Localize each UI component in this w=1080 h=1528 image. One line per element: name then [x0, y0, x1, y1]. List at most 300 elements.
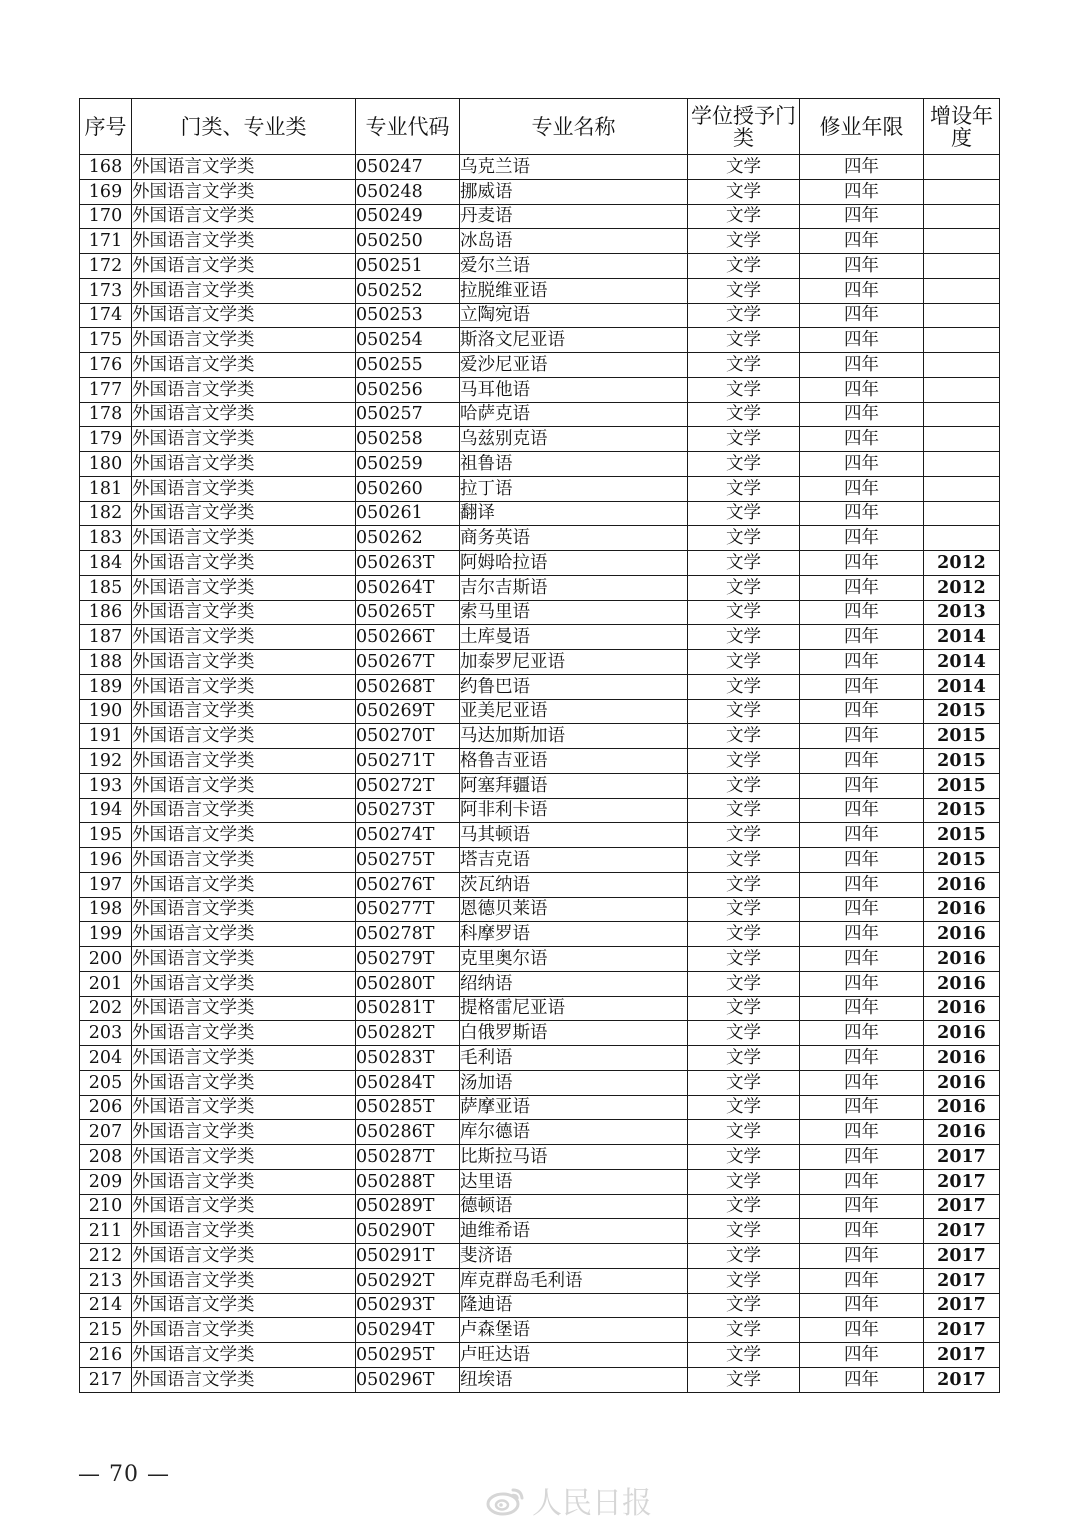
cell-degree: 文学	[688, 551, 800, 576]
cell-code: 050280T	[356, 971, 460, 996]
table-row	[80, 650, 1000, 675]
cell-name: 迪维希语	[460, 1219, 688, 1244]
table-row	[80, 353, 1000, 378]
cell-category: 外国语言文学类	[132, 328, 356, 353]
watermark-text: 人民日报	[532, 1486, 652, 1521]
cell-seq: 173	[80, 278, 132, 303]
cell-category: 外国语言文学类	[132, 1145, 356, 1170]
cell-duration: 四年	[800, 427, 924, 452]
cell-duration: 四年	[800, 650, 924, 675]
cell-name: 马达加斯加语	[460, 724, 688, 749]
cell-year-added	[924, 229, 1000, 254]
cell-code: 050257	[356, 402, 460, 427]
cell-degree: 文学	[688, 278, 800, 303]
cell-year-added: 2015	[924, 798, 1000, 823]
cell-degree: 文学	[688, 996, 800, 1021]
cell-degree: 文学	[688, 452, 800, 477]
cell-seq: 199	[80, 922, 132, 947]
cell-category: 外国语言文学类	[132, 1169, 356, 1194]
table-row	[80, 749, 1000, 774]
cell-year-added: 2017	[924, 1145, 1000, 1170]
cell-code: 050274T	[356, 823, 460, 848]
cell-duration: 四年	[800, 328, 924, 353]
cell-code: 050277T	[356, 897, 460, 922]
cell-seq: 212	[80, 1244, 132, 1269]
cell-seq: 169	[80, 179, 132, 204]
cell-seq: 193	[80, 773, 132, 798]
cell-code: 050269T	[356, 699, 460, 724]
table-row	[80, 1343, 1000, 1368]
cell-duration: 四年	[800, 377, 924, 402]
cell-category: 外国语言文学类	[132, 872, 356, 897]
table-row	[80, 823, 1000, 848]
cell-year-added: 2017	[924, 1219, 1000, 1244]
cell-seq: 180	[80, 452, 132, 477]
cell-code: 050266T	[356, 625, 460, 650]
cell-code: 050291T	[356, 1244, 460, 1269]
cell-code: 050254	[356, 328, 460, 353]
cell-duration: 四年	[800, 179, 924, 204]
cell-degree: 文学	[688, 848, 800, 873]
cell-category: 外国语言文学类	[132, 724, 356, 749]
cell-seq: 215	[80, 1318, 132, 1343]
cell-name: 德顿语	[460, 1194, 688, 1219]
cell-seq: 189	[80, 674, 132, 699]
cell-degree: 文学	[688, 204, 800, 229]
cell-category: 外国语言文学类	[132, 971, 356, 996]
cell-duration: 四年	[800, 699, 924, 724]
cell-code: 050248	[356, 179, 460, 204]
cell-code: 050255	[356, 353, 460, 378]
cell-duration: 四年	[800, 947, 924, 972]
table-row	[80, 551, 1000, 576]
cell-duration: 四年	[800, 575, 924, 600]
cell-degree: 文学	[688, 625, 800, 650]
cell-seq: 208	[80, 1145, 132, 1170]
weibo-icon	[486, 1484, 526, 1516]
table-row	[80, 625, 1000, 650]
cell-duration: 四年	[800, 773, 924, 798]
cell-seq: 205	[80, 1070, 132, 1095]
cell-name: 毛利语	[460, 1046, 688, 1071]
cell-duration: 四年	[800, 848, 924, 873]
cell-category: 外国语言文学类	[132, 699, 356, 724]
cell-duration: 四年	[800, 551, 924, 576]
table-row	[80, 724, 1000, 749]
cell-seq: 202	[80, 996, 132, 1021]
cell-seq: 178	[80, 402, 132, 427]
cell-degree: 文学	[688, 155, 800, 180]
cell-year-added: 2015	[924, 823, 1000, 848]
cell-seq: 196	[80, 848, 132, 873]
cell-duration: 四年	[800, 625, 924, 650]
cell-degree: 文学	[688, 1219, 800, 1244]
cell-category: 外国语言文学类	[132, 402, 356, 427]
cell-code: 050290T	[356, 1219, 460, 1244]
cell-year-added	[924, 501, 1000, 526]
cell-category: 外国语言文学类	[132, 996, 356, 1021]
cell-name: 索马里语	[460, 600, 688, 625]
cell-seq: 182	[80, 501, 132, 526]
cell-duration: 四年	[800, 1293, 924, 1318]
cell-degree: 文学	[688, 650, 800, 675]
cell-category: 外国语言文学类	[132, 1194, 356, 1219]
cell-code: 050279T	[356, 947, 460, 972]
cell-category: 外国语言文学类	[132, 452, 356, 477]
table-row	[80, 1219, 1000, 1244]
cell-degree: 文学	[688, 1318, 800, 1343]
cell-name: 茨瓦纳语	[460, 872, 688, 897]
cell-degree: 文学	[688, 1169, 800, 1194]
cell-degree: 文学	[688, 872, 800, 897]
cell-code: 050272T	[356, 773, 460, 798]
cell-duration: 四年	[800, 996, 924, 1021]
cell-category: 外国语言文学类	[132, 229, 356, 254]
cell-year-added	[924, 254, 1000, 279]
cell-year-added: 2015	[924, 848, 1000, 873]
cell-name: 纽埃语	[460, 1367, 688, 1392]
cell-name: 挪威语	[460, 179, 688, 204]
cell-year-added: 2015	[924, 724, 1000, 749]
cell-seq: 176	[80, 353, 132, 378]
cell-seq: 181	[80, 476, 132, 501]
table-row	[80, 1169, 1000, 1194]
cell-degree: 文学	[688, 1194, 800, 1219]
cell-year-added: 2014	[924, 650, 1000, 675]
table-row	[80, 1367, 1000, 1392]
cell-degree: 文学	[688, 427, 800, 452]
cell-code: 050263T	[356, 551, 460, 576]
cell-category: 外国语言文学类	[132, 254, 356, 279]
cell-name: 恩德贝莱语	[460, 897, 688, 922]
cell-year-added	[924, 476, 1000, 501]
cell-code: 050260	[356, 476, 460, 501]
cell-seq: 170	[80, 204, 132, 229]
cell-year-added: 2015	[924, 749, 1000, 774]
cell-seq: 204	[80, 1046, 132, 1071]
cell-degree: 文学	[688, 798, 800, 823]
page-number: — 70 —	[78, 1462, 170, 1487]
cell-category: 外国语言文学类	[132, 1046, 356, 1071]
cell-name: 加泰罗尼亚语	[460, 650, 688, 675]
cell-category: 外国语言文学类	[132, 501, 356, 526]
cell-duration: 四年	[800, 278, 924, 303]
cell-code: 050292T	[356, 1268, 460, 1293]
cell-year-added	[924, 353, 1000, 378]
cell-seq: 214	[80, 1293, 132, 1318]
cell-code: 050276T	[356, 872, 460, 897]
table-row	[80, 971, 1000, 996]
cell-seq: 186	[80, 600, 132, 625]
cell-category: 外国语言文学类	[132, 575, 356, 600]
cell-duration: 四年	[800, 476, 924, 501]
cell-seq: 203	[80, 1021, 132, 1046]
table-row	[80, 328, 1000, 353]
cell-name: 马耳他语	[460, 377, 688, 402]
cell-degree: 文学	[688, 1120, 800, 1145]
table-row	[80, 674, 1000, 699]
cell-year-added	[924, 427, 1000, 452]
cell-year-added	[924, 328, 1000, 353]
cell-seq: 190	[80, 699, 132, 724]
cell-duration: 四年	[800, 452, 924, 477]
cell-year-added	[924, 402, 1000, 427]
cell-seq: 210	[80, 1194, 132, 1219]
cell-seq: 216	[80, 1343, 132, 1368]
table-row	[80, 452, 1000, 477]
cell-category: 外国语言文学类	[132, 1244, 356, 1269]
cell-code: 050250	[356, 229, 460, 254]
cell-degree: 文学	[688, 229, 800, 254]
cell-category: 外国语言文学类	[132, 1343, 356, 1368]
cell-degree: 文学	[688, 724, 800, 749]
cell-seq: 211	[80, 1219, 132, 1244]
cell-code: 050270T	[356, 724, 460, 749]
cell-seq: 194	[80, 798, 132, 823]
cell-code: 050287T	[356, 1145, 460, 1170]
cell-name: 克里奥尔语	[460, 947, 688, 972]
cell-category: 外国语言文学类	[132, 204, 356, 229]
cell-name: 立陶宛语	[460, 303, 688, 328]
cell-duration: 四年	[800, 254, 924, 279]
cell-degree: 文学	[688, 1343, 800, 1368]
cell-year-added	[924, 526, 1000, 551]
table-header-row	[80, 99, 1000, 155]
cell-seq: 177	[80, 377, 132, 402]
cell-seq: 197	[80, 872, 132, 897]
cell-duration: 四年	[800, 1021, 924, 1046]
cell-name: 哈萨克语	[460, 402, 688, 427]
cell-degree: 文学	[688, 501, 800, 526]
table-row	[80, 229, 1000, 254]
cell-duration: 四年	[800, 353, 924, 378]
cell-duration: 四年	[800, 303, 924, 328]
cell-duration: 四年	[800, 674, 924, 699]
cell-year-added: 2017	[924, 1244, 1000, 1269]
cell-category: 外国语言文学类	[132, 897, 356, 922]
cell-category: 外国语言文学类	[132, 1095, 356, 1120]
cell-year-added: 2015	[924, 773, 1000, 798]
cell-seq: 187	[80, 625, 132, 650]
cell-seq: 183	[80, 526, 132, 551]
cell-year-added	[924, 452, 1000, 477]
cell-year-added: 2016	[924, 1021, 1000, 1046]
cell-seq: 185	[80, 575, 132, 600]
cell-degree: 文学	[688, 1145, 800, 1170]
cell-name: 白俄罗斯语	[460, 1021, 688, 1046]
cell-year-added: 2017	[924, 1268, 1000, 1293]
cell-category: 外国语言文学类	[132, 1293, 356, 1318]
cell-name: 汤加语	[460, 1070, 688, 1095]
cell-year-added: 2016	[924, 971, 1000, 996]
cell-code: 050271T	[356, 749, 460, 774]
cell-year-added: 2015	[924, 699, 1000, 724]
cell-degree: 文学	[688, 947, 800, 972]
table-row	[80, 600, 1000, 625]
table-row	[80, 773, 1000, 798]
cell-degree: 文学	[688, 179, 800, 204]
cell-code: 050265T	[356, 600, 460, 625]
cell-code: 050267T	[356, 650, 460, 675]
cell-category: 外国语言文学类	[132, 1268, 356, 1293]
cell-duration: 四年	[800, 1070, 924, 1095]
table-row	[80, 922, 1000, 947]
cell-code: 050283T	[356, 1046, 460, 1071]
cell-year-added: 2016	[924, 897, 1000, 922]
watermark	[486, 1482, 652, 1521]
table-row	[80, 501, 1000, 526]
cell-degree: 文学	[688, 922, 800, 947]
cell-name: 乌克兰语	[460, 155, 688, 180]
cell-name: 卢旺达语	[460, 1343, 688, 1368]
cell-duration: 四年	[800, 1095, 924, 1120]
cell-degree: 文学	[688, 1293, 800, 1318]
header-year-added: 增设年度	[924, 99, 1000, 155]
cell-degree: 文学	[688, 353, 800, 378]
cell-name: 库克群岛毛利语	[460, 1268, 688, 1293]
cell-category: 外国语言文学类	[132, 377, 356, 402]
cell-duration: 四年	[800, 971, 924, 996]
cell-category: 外国语言文学类	[132, 674, 356, 699]
cell-category: 外国语言文学类	[132, 922, 356, 947]
table-row	[80, 996, 1000, 1021]
cell-code: 050264T	[356, 575, 460, 600]
header-category: 门类、专业类	[132, 99, 356, 155]
cell-code: 050282T	[356, 1021, 460, 1046]
cell-year-added: 2017	[924, 1367, 1000, 1392]
cell-name: 拉丁语	[460, 476, 688, 501]
table-row	[80, 872, 1000, 897]
cell-degree: 文学	[688, 1367, 800, 1392]
cell-code: 050295T	[356, 1343, 460, 1368]
cell-code: 050259	[356, 452, 460, 477]
cell-duration: 四年	[800, 1219, 924, 1244]
cell-category: 外国语言文学类	[132, 749, 356, 774]
table-row	[80, 575, 1000, 600]
cell-seq: 188	[80, 650, 132, 675]
cell-category: 外国语言文学类	[132, 278, 356, 303]
cell-code: 050262	[356, 526, 460, 551]
cell-category: 外国语言文学类	[132, 551, 356, 576]
cell-category: 外国语言文学类	[132, 155, 356, 180]
cell-year-added: 2016	[924, 1120, 1000, 1145]
cell-name: 阿塞拜疆语	[460, 773, 688, 798]
cell-code: 050261	[356, 501, 460, 526]
cell-seq: 201	[80, 971, 132, 996]
cell-degree: 文学	[688, 971, 800, 996]
cell-code: 050278T	[356, 922, 460, 947]
cell-duration: 四年	[800, 229, 924, 254]
cell-category: 外国语言文学类	[132, 1318, 356, 1343]
cell-year-added: 2016	[924, 872, 1000, 897]
cell-duration: 四年	[800, 823, 924, 848]
cell-duration: 四年	[800, 1268, 924, 1293]
cell-degree: 文学	[688, 1070, 800, 1095]
cell-degree: 文学	[688, 526, 800, 551]
cell-name: 提格雷尼亚语	[460, 996, 688, 1021]
table-row	[80, 1293, 1000, 1318]
cell-name: 马其顿语	[460, 823, 688, 848]
cell-category: 外国语言文学类	[132, 1120, 356, 1145]
cell-name: 冰岛语	[460, 229, 688, 254]
cell-degree: 文学	[688, 1095, 800, 1120]
cell-duration: 四年	[800, 724, 924, 749]
cell-degree: 文学	[688, 1021, 800, 1046]
table-row	[80, 1244, 1000, 1269]
cell-year-added: 2012	[924, 551, 1000, 576]
cell-name: 隆迪语	[460, 1293, 688, 1318]
cell-seq: 171	[80, 229, 132, 254]
cell-seq: 175	[80, 328, 132, 353]
cell-duration: 四年	[800, 1120, 924, 1145]
cell-degree: 文学	[688, 1244, 800, 1269]
cell-degree: 文学	[688, 773, 800, 798]
cell-code: 050258	[356, 427, 460, 452]
cell-year-added: 2017	[924, 1318, 1000, 1343]
cell-duration: 四年	[800, 798, 924, 823]
cell-category: 外国语言文学类	[132, 1021, 356, 1046]
cell-duration: 四年	[800, 526, 924, 551]
cell-code: 050247	[356, 155, 460, 180]
cell-code: 050251	[356, 254, 460, 279]
cell-name: 爱沙尼亚语	[460, 353, 688, 378]
cell-duration: 四年	[800, 600, 924, 625]
table-row	[80, 303, 1000, 328]
cell-seq: 191	[80, 724, 132, 749]
cell-duration: 四年	[800, 1145, 924, 1170]
cell-year-added: 2016	[924, 922, 1000, 947]
cell-category: 外国语言文学类	[132, 1219, 356, 1244]
cell-year-added: 2013	[924, 600, 1000, 625]
cell-seq: 179	[80, 427, 132, 452]
cell-seq: 172	[80, 254, 132, 279]
cell-seq: 168	[80, 155, 132, 180]
table-row	[80, 947, 1000, 972]
cell-name: 亚美尼亚语	[460, 699, 688, 724]
header-duration: 修业年限	[800, 99, 924, 155]
cell-duration: 四年	[800, 402, 924, 427]
cell-duration: 四年	[800, 922, 924, 947]
cell-seq: 209	[80, 1169, 132, 1194]
cell-name: 阿非利卡语	[460, 798, 688, 823]
cell-degree: 文学	[688, 377, 800, 402]
cell-year-added	[924, 179, 1000, 204]
cell-year-added: 2016	[924, 996, 1000, 1021]
cell-degree: 文学	[688, 575, 800, 600]
cell-seq: 174	[80, 303, 132, 328]
cell-seq: 206	[80, 1095, 132, 1120]
cell-degree: 文学	[688, 749, 800, 774]
cell-name: 达里语	[460, 1169, 688, 1194]
cell-name: 绍纳语	[460, 971, 688, 996]
table-row	[80, 1194, 1000, 1219]
header-degree: 学位授予门类	[688, 99, 800, 155]
cell-category: 外国语言文学类	[132, 526, 356, 551]
cell-code: 050252	[356, 278, 460, 303]
cell-duration: 四年	[800, 897, 924, 922]
cell-category: 外国语言文学类	[132, 476, 356, 501]
table-row	[80, 155, 1000, 180]
cell-duration: 四年	[800, 1343, 924, 1368]
table-row	[80, 1021, 1000, 1046]
cell-code: 050288T	[356, 1169, 460, 1194]
cell-name: 阿姆哈拉语	[460, 551, 688, 576]
table-row	[80, 1268, 1000, 1293]
cell-category: 外国语言文学类	[132, 427, 356, 452]
cell-code: 050249	[356, 204, 460, 229]
cell-code: 050284T	[356, 1070, 460, 1095]
cell-duration: 四年	[800, 1367, 924, 1392]
